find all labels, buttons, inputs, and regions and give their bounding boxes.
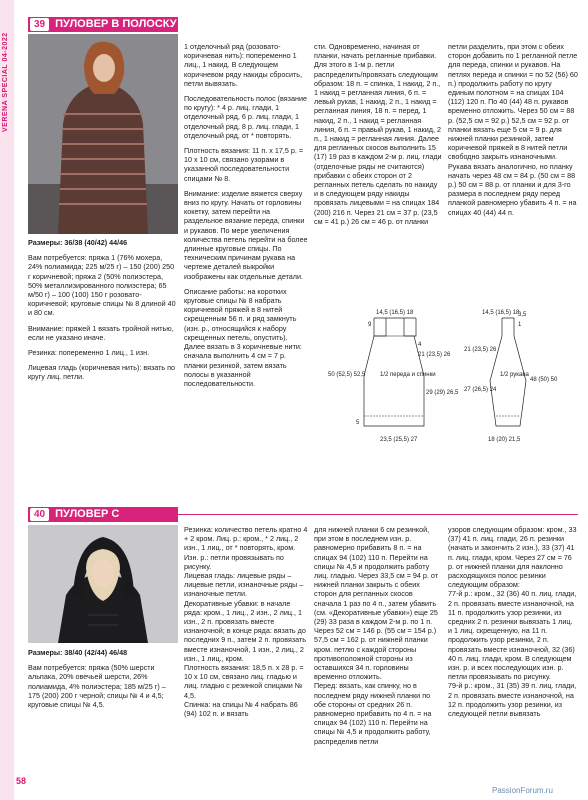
s39-column-2	[184, 42, 308, 394]
sleeve-side-dim: 27 (26,5) 24	[464, 387, 497, 393]
s39-edge-row: 1 отделочный ряд (розовато-коричневая нить): попеременно 1 лиц., 1 накид. В следующем коричневом ряду накиды сбросить, петли вывязать.	[184, 42, 303, 88]
s40-column-3: для нижней планки 6 см резинкой, при этом в последнем изн. р. равномерно прибавить 8 п. = на спицах 94 (102) 110 п. Перейти на спицы № 4,5 и продолжить работу лиц. гладью. Через 33,5 см = 94 р. от нижней планки закрыть с обеих сторон для регланных скосов сначала 1 раз по 4 п., затем убавить (см. «Декоративные убавки») еще 25 (29) 33 раза в каждом 2-м р. по 1 п. Через 52 см = 146 р. (55 см = 154 р.) 57,5 см = 162 р. от нижней планки кром. петлю с каждой стороны противоположной стороны из оставшихся 34 п. горловины временно отложить. Перед: вязать, как спинку, но в последнем ряду нижней планки по обе стороны от средних 26 п. равномерно прибавить по 4 п. = на спицах 94 (102) 110 п. Перейти на спицы № 4,5 и продолжить работу, распределив петли	[314, 525, 439, 746]
photo-hooded-sweater	[28, 525, 178, 643]
section-divider	[178, 514, 578, 515]
front-top-dim: 14,5 (16,5) 18	[376, 310, 414, 316]
photo-striped-sweater	[28, 34, 178, 234]
s39-col3-text: сти. Одновременно, начиная от планки, начать регланные прибавки. Для этого в 1-м р. петли распределить/провязать следующим образом: 18 п. = спинка, 1 накид, 2 п., 1 накид = регланная линия, 6 п. = левый рукав, 1 накид, 2 п., 1 накид = регланная линия, 18 п. = перед, 1 накид, 2 п., 1 накид = регланная линия, 6 п. = правый рукав, 1 накид, 2 п., 1 накид = регланная линия. Далее для регланных скосов выполнить 15 (17) 19 раз в каждом 2-м р. лиц. глади (отделочные ряды не считаются) прибавки с обеих сторон от 2 регланных петель сделать по накиду и в следующем ряду накиды провязать лицевыми = на спицах 184 (200) 216 п. Через 21 см = 37 р. (23,5 см = 41 р.) 26 см = 46 р. от планки	[314, 42, 442, 226]
s39-column-3	[314, 42, 442, 232]
s39-attention: Внимание: пряжей 1 вязать тройной нитью, если не указано иначе.	[28, 323, 174, 342]
sleeve-yoke-dim: 21 (23,5) 26	[464, 347, 497, 353]
section-39-title: ПУЛОВЕР В ПОЛОСКУ	[55, 18, 177, 30]
front-left-dim: 50 (52,5) 52,5	[328, 372, 366, 378]
s39-column-1	[28, 238, 178, 388]
front-bottom-5: 5	[356, 420, 360, 426]
s39-col4-text: петли разделить, при этом с обеих сторон добавить по 1 регланной петле для переда, спинки и рукавов. На петлях переда и спинки = по 52 (56) 60 п.) продолжить работу по кругу единым полотном = на спицах 104 (112) 120 п. По 40 (44) 48 п. рукавов временно отложить. Через 50 см = 88 р. (52,5 см = 92 р.) 52,5 см = 92 р. от планки вязать еще 5 см = 9 р. для нижней планки резинкой, затем коричневой пряжей в 8 нитей петли свободно закрыть изнаночными. Рукава вязать аналогично, но планку начать через 48 см = 84 р. (50 см = 88 р.) 50 см = 88 р. от планки и для 3-го размера в последнем ряду перед планкой равномерно убавить 4 п. = на спицах 40 (44) 44 п.	[448, 42, 578, 217]
s39-density: Плотность вязания: 11 п. x 17,5 р. = 10 x 10 см, связано узорами в указанной последовательности спицами № 8.	[184, 146, 304, 183]
brand-label: VERENA SPECIAL 04-2022	[2, 32, 9, 132]
section-39-header	[28, 17, 178, 32]
front-label: 1/2 переда и спинки	[380, 372, 436, 378]
section-40-header	[28, 507, 178, 522]
s39-note: Внимание: изделие вяжется сверху вниз по кругу. Начать от горловины кокетку, затем перейти на раздельное вязание переда, спинки и рукавов. По мере увеличения количества петель перейти на более длинные круговые спицы. По техническим причинам рукава на чертеже деталей выкройки изображены как отдельные детали.	[184, 188, 308, 281]
site-watermark: PassionForum.ru	[492, 786, 553, 795]
sleeve-35: 3,5	[518, 312, 527, 318]
front-yoke-dim: 21 (23,5) 26	[418, 352, 451, 358]
page-number: 58	[16, 776, 27, 786]
s40-materials: Вам потребуется: пряжа (50% шерсти альпака, 20% овечьей шерсти, 26% полиамида, 4% полиэстера; 185 м/25 г) – 175 (200) 200 г черной; спицы № 4 и 4,5; круговые спицы № 4,5.	[28, 663, 166, 710]
pattern-diagram	[314, 296, 580, 466]
front-num-a: 9	[368, 322, 372, 328]
sleeve-bottom-dim: 18 (20) 21,5	[488, 437, 521, 443]
section-39-number: 39	[30, 18, 49, 31]
sleeve-label: 1/2 рукава	[500, 372, 529, 378]
s40-sizes: Размеры: 38/40 (42/44) 46/48	[28, 648, 128, 657]
s39-stockinette: Лицевая гладь (коричневая нить): вязать по кругу лиц. петли.	[28, 363, 176, 382]
s39-description: Описание работы: на коротких круговые спицы № 8 набрать коричневой пряжей в 8 нитей скрещенным 56 п. и ряд замкнуть (изн. р., относящийся к набору скрещенных петель, опустить). Далее вязать в 3 коричневые нити: сначала выполнить 4 см = 7 р. планки резинкой, затем вязать полосы в указанной последовательности.	[184, 286, 302, 388]
front-num-b: 4	[418, 342, 422, 348]
s40-column-1	[28, 648, 178, 715]
s39-stripes: Последовательность полос (вязание по кругу): * 4 р. лиц. глади, 1 отделочный ряд, 6 р. лиц. глади, 1 отделочный ряд, 8 р. лиц. глади, 1 отделочный ряд, от * повторять.	[184, 94, 307, 140]
s39-materials: Вам потребуется: пряжа 1 (76% мохера, 24% полиамида; 225 м/25 г) – 150 (200) 250 г коричневой; пряжа 2 (50% полиэстера, 50% металлизированного полиэстера; 65 м/50 г) – 100 (100) 150 г розовато-коричневой; круговые спицы № 8 длиной 40 и 80 см.	[28, 253, 176, 318]
front-side-dim: 29 (29) 26,5	[426, 390, 459, 396]
s40-column-2: Резинка: количество петель кратно 4 + 2 кром. Лиц. р.: кром., * 2 лиц., 2 изн., 1 лиц., от * повторять, кром. Изн. р.: петли провязывать по рисунку. Лицевая гладь: лицевые ряды – лицевые петли, изнаночные ряды – изнаночные петли. Декоративные убавки: в начале ряда: кром., 1 лиц., 2 изн., 2 лиц., 1 изн., 2 п. провязать вместе изнаночной; в конце ряда: вязать до последних 9 п., затем 2 п. провязать вместе изнаночной, 1 изн., 2 лиц., 2 изн., 1 лиц., кром. Плотность вязания: 18,5 п. x 28 р. = 10 x 10 см, связано лиц. гладью и лиц. гладью с резинкой спицами № 4,5. Спинка: на спицы № 4 набрать 86 (94) 102 п. и вязать	[184, 525, 308, 719]
front-bottom-dim: 23,5 (25,5) 27	[380, 437, 418, 443]
sleeve-1: 1	[518, 322, 522, 328]
s40-column-4: узоров следующим образом: кром., 33 (37) 41 п. лиц. глади, 26 п. резинки (начать и закончить 2 изн.), 33 (37) 41 п. лиц. глади, кром. Через 27 см = 76 р. от нижней планки для наклонно расходящихся полос резинки следующим образом: 77-й р.: кром., 32 (36) 40 п. лиц. глади, 2 п. провязать вместе изнаночной, на 11 п. продолжить узор резинки, из средних 2 п. резинки вывязать 1 лиц. и 1 лиц. скрещенную, на 11 п. продолжить узор резинки, 2 п. провязать вместе изнаночной, 32 (36) 40 п. лиц. глади, кром. В следующем изн. р. и всех последующих изн. р. петли провязывать по рисунку. 79-й р.: кром., 31 (35) 39 п. лиц. глади, 2 п. провязать вместе изнаночной, на 12 п. продолжить узор резинки, из следующей петли вывязать	[448, 525, 577, 719]
s39-sizes: Размеры: 36/38 (40/42) 44/46	[28, 238, 128, 247]
s39-column-4	[448, 42, 578, 223]
section-40-number: 40	[30, 508, 49, 521]
sleeve-top-dim: 14,5 (16,5) 18	[482, 310, 520, 316]
section-40-title: ПУЛОВЕР С	[55, 508, 120, 520]
sleeve-right-dim: 48 (50) 50	[530, 377, 558, 383]
s39-rib: Резинка: попеременно 1 лиц., 1 изн.	[28, 348, 150, 358]
